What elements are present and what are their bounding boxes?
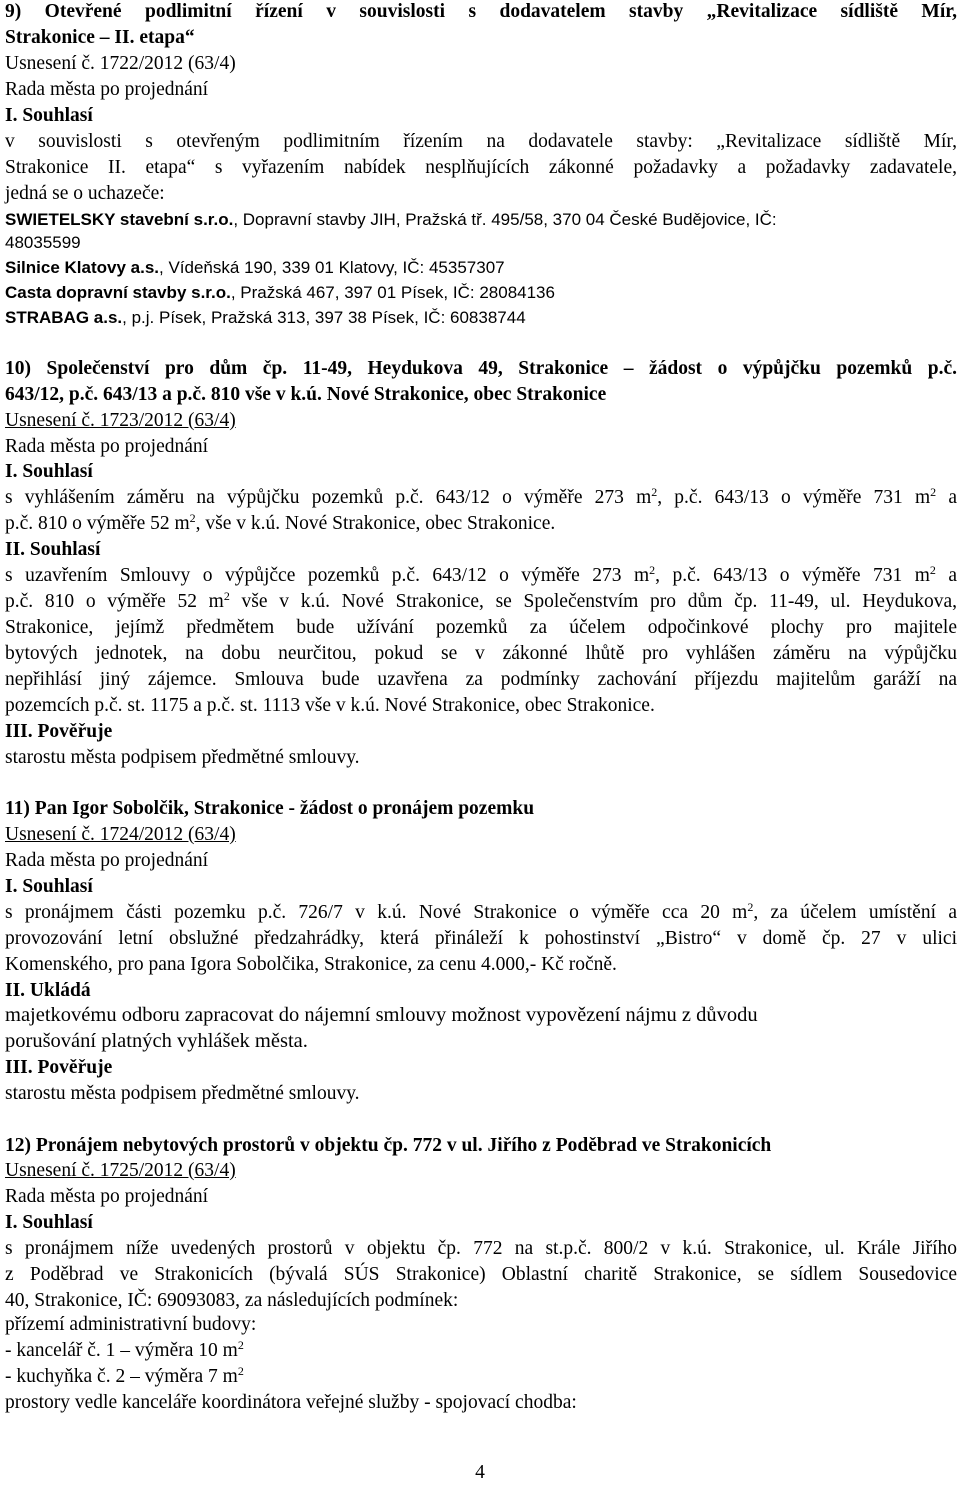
section-10-point-2-line-3: Strakonice, jejímž předmětem bude užívání pozemků za účelem odpočinkové plochy pro majitele	[5, 617, 957, 638]
page-number: 4	[475, 1462, 485, 1483]
section-9-resolution: Usnesení č. 1722/2012 (63/4)	[5, 53, 236, 74]
section-9-heading-line-2: Strakonice – II. etapa“	[5, 27, 195, 48]
bidder-3-address: , Pražská 467, 397 01 Písek, IČ: 28084136	[230, 283, 555, 302]
section-11-point-1-title: I. Souhlasí	[5, 876, 93, 897]
bidder-4	[5, 308, 526, 328]
section-11-point-3-line: starostu města podpisem předmětné smlouvy.	[5, 1083, 360, 1104]
section-12-point-1-line-3: 40, Strakonice, IČ: 69093083, za následujících podmínek:	[5, 1290, 459, 1311]
section-12-point-1-last-line: prostory vedle kanceláře koordinátora veřejné služby - spojovací chodba:	[5, 1392, 577, 1413]
section-10-point-1-line-1: s vyhlášením záměru na výpůjčku pozemků p.č. 643/12 o výměře 273 $m^2$, p.č. 643/13 o výměře 731 $m^2$ a	[5, 485, 957, 508]
bidder-1	[5, 210, 777, 230]
section-9-point-1-line-2: Strakonice II. etapa“ s vyřazením nabídek nesplňujících zákonné požadavky a požadavky zadavatele,	[5, 157, 957, 178]
section-10-point-3-line: starostu města podpisem předmětné smlouvy.	[5, 747, 360, 768]
section-10-point-2-title: II. Souhlasí	[5, 539, 101, 560]
section-12-room-1: - kancelář č. 1 – výměra 10 $m^2$	[5, 1338, 244, 1361]
section-10-point-2-line-6: pozemcích p.č. st. 1175 a p.č. st. 1113 vše v k.ú. Nové Strakonice, obec Strakonice.	[5, 695, 655, 716]
section-12-council: Rada města po projednání	[5, 1186, 209, 1207]
section-12-point-1-title: I. Souhlasí	[5, 1212, 93, 1233]
section-10-point-2-line-1: s uzavřením Smlouvy o výpůjčce pozemků p.č. 643/12 o výměře 273 $m^2$, p.č. 643/13 o výměře 731 $m^2$ a	[5, 563, 958, 586]
section-12-point-1-line-2: z Poděbrad ve Strakonicích (bývalá SÚS Strakonice) Oblastní charitě Strakonice, se sídlem Sousedovice	[5, 1264, 957, 1285]
section-12-heading: 12) Pronájem nebytových prostorů v objektu čp. 772 v ul. Jiřího z Poděbrad ve Strakonicích	[5, 1135, 772, 1156]
section-12-resolution: Usnesení č. 1725/2012 (63/4)	[5, 1160, 236, 1181]
section-10-point-2-line-5: nepřihlásí jiný zájemce. Smlouva bude uzavřena za podmínky zachování příjezdu majitelům garáží na	[5, 669, 957, 690]
bidder-3-name: Casta dopravní stavby s.r.o.	[5, 283, 231, 302]
section-12-point-1-line-4: přízemí administrativní budovy:	[5, 1314, 257, 1335]
section-11-point-1-line-1: s pronájmem části pozemku p.č. 726/7 v k.ú. Nové Strakonice o výměře cca 20 $m^2$, za účelem umístění a	[5, 900, 957, 923]
section-10-heading-line-1: 10) Společenství pro dům čp. 11-49, Heydukova 49, Strakonice – žádost o výpůjčku pozemků p.č.	[5, 358, 957, 379]
section-12-point-1-line-1: s pronájmem níže uvedených prostorů v objektu čp. 772 na st.p.č. 800/2 v k.ú. Strakonice, ul. Krále Jiřího	[5, 1238, 957, 1259]
section-9-heading-line-1: 9) Otevřené podlimitní řízení v souvislosti s dodavatelem stavby „Revitalizace sídliště Mír,	[5, 1, 957, 22]
section-12-room-2: - kuchyňka č. 2 – výměra 7 $m^2$	[5, 1364, 244, 1387]
section-11-point-2-line-1: majetkovému odboru zapracovat do nájemní smlouvy možnost vypovězení nájmu z důvodu	[5, 1004, 758, 1026]
section-11-heading: 11) Pan Igor Sobolčik, Strakonice - žádost o pronájem pozemku	[5, 798, 535, 819]
section-11-resolution: Usnesení č. 1724/2012 (63/4)	[5, 824, 236, 845]
section-10-resolution: Usnesení č. 1723/2012 (63/4)	[5, 410, 236, 431]
section-11-point-3-title: III. Pověřuje	[5, 1057, 113, 1078]
section-9-council: Rada města po projednání	[5, 79, 209, 100]
bidder-4-address: , p.j. Písek, Pražská 313, 397 38 Písek, IČ: 60838744	[122, 308, 526, 327]
section-11-point-1-line-2: provozování letní obslužné předzahrádky, která přináleží k pohostinství „Bistro“ v domě čp. 27 v ulici	[5, 928, 957, 949]
section-10-point-2-line-4: bytových jednotek, na dobu neurčitou, pokud se v zákonné lhůtě pro vyhlášen záměru na výpůjčku	[5, 643, 957, 664]
section-9-point-1-title: I. Souhlasí	[5, 105, 93, 126]
bidder-2-address: , Vídeňská 190, 339 01 Klatovy, IČ: 45357307	[159, 258, 505, 277]
section-10-point-3-title: III. Pověřuje	[5, 721, 113, 742]
section-11-point-2-title: II. Ukládá	[5, 980, 91, 1001]
section-9-point-1-line-1: v souvislosti s otevřeným podlimitním řízením na dodavatele stavby: „Revitalizace sídliště Mír,	[5, 131, 957, 152]
section-11-point-2-line-2: porušování platných vyhlášek města.	[5, 1030, 308, 1052]
section-11-council: Rada města po projednání	[5, 850, 209, 871]
section-9-point-1-line-3: jedná se o uchazeče:	[5, 183, 165, 204]
section-10-heading-line-2: 643/12, p.č. 643/13 a p.č. 810 vše v k.ú. Nové Strakonice, obec Strakonice	[5, 384, 607, 405]
section-10-point-1-line-2: p.č. 810 o výměře 52 $m^2$, vše v k.ú. Nové Strakonice, obec Strakonice.	[5, 511, 556, 534]
bidder-2	[5, 258, 505, 278]
bidder-1-address: , Dopravní stavby JIH, Pražská tř. 495/58, 370 04 České Budějovice, IČ:	[233, 210, 777, 229]
section-10-council: Rada města po projednání	[5, 436, 209, 457]
bidder-2-name: Silnice Klatovy a.s.	[5, 258, 160, 277]
bidder-4-name: STRABAG a.s.	[5, 308, 123, 327]
bidder-3	[5, 283, 555, 303]
section-10-point-1-title: I. Souhlasí	[5, 461, 93, 482]
section-11-point-1-line-3: Komenského, pro pana Igora Sobolčika, Strakonice, za cenu 4.000,- Kč ročně.	[5, 954, 617, 975]
section-10-point-2-line-2: p.č. 810 o výměře 52 $m^2$ vše v k.ú. Nové Strakonice, se Společenstvím pro dům čp. 11-49, ul. Heydukova,	[5, 589, 957, 612]
bidder-1-name: SWIETELSKY stavební s.r.o.	[5, 210, 234, 229]
bidder-1-address-2: 48035599	[5, 233, 81, 252]
